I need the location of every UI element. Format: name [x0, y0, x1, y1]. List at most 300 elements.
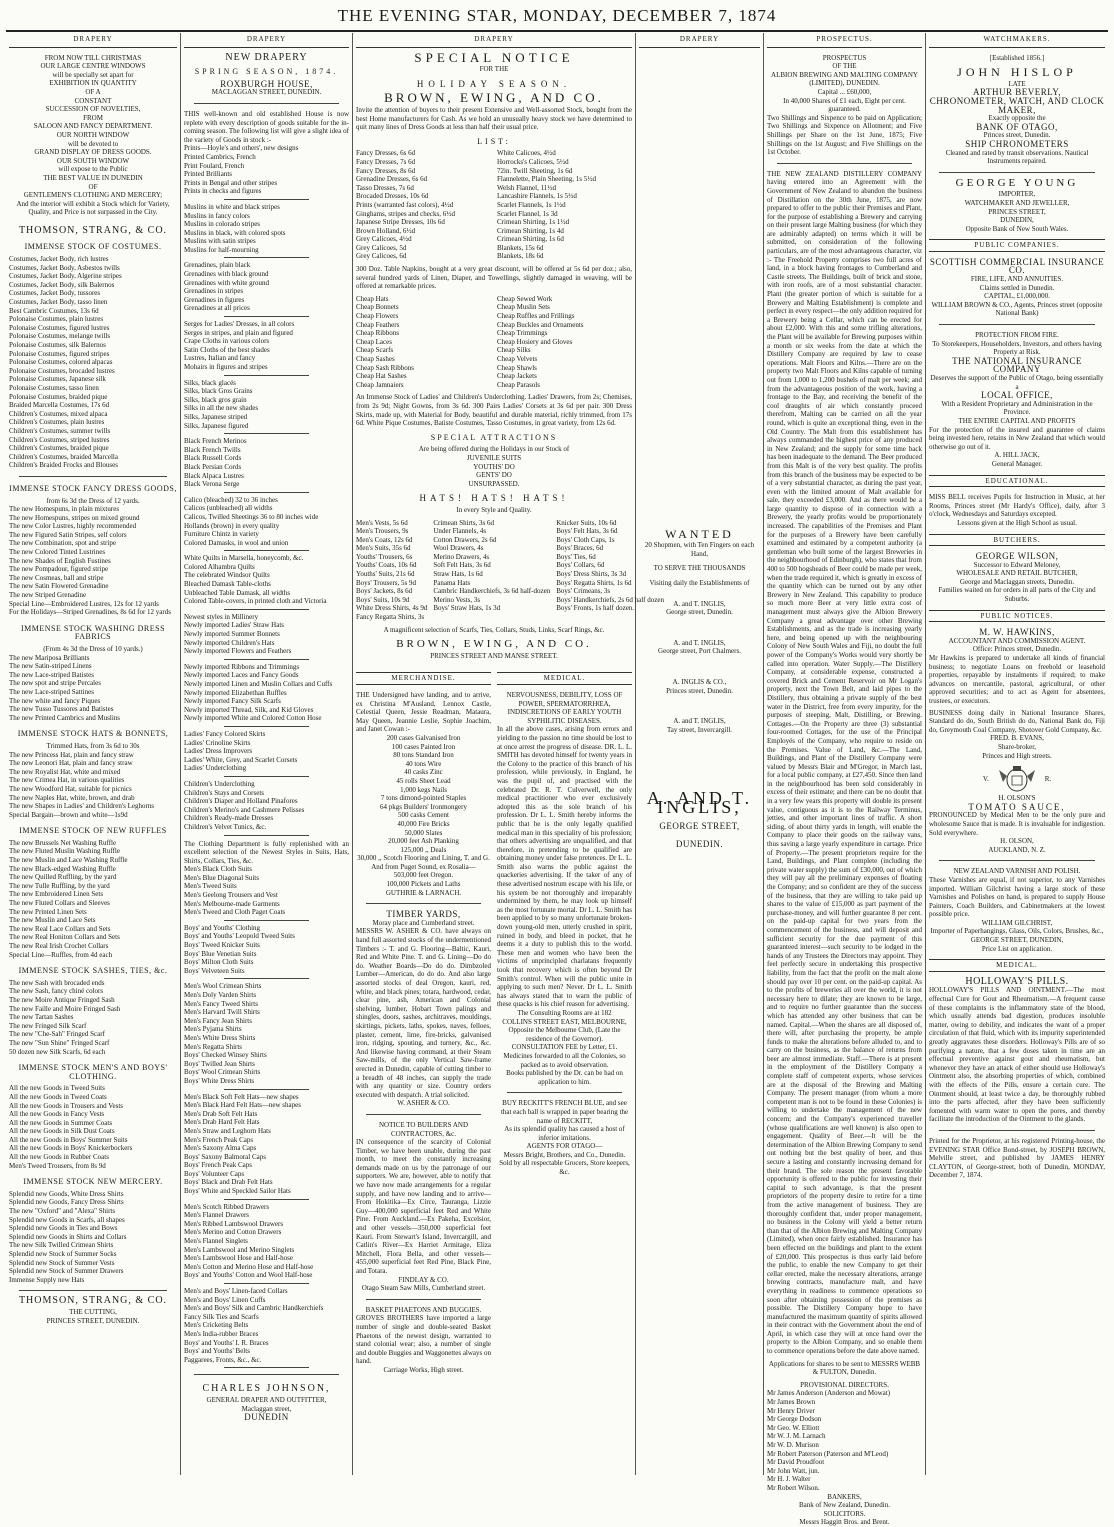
col3-heading2: HOLIDAY SEASON. [416, 78, 572, 89]
col6-beverly: ARTHUR BEVERLY, [973, 87, 1061, 98]
list-item: Horrocks's Calicoes, 5½d [497, 157, 569, 166]
col6-princes2: PRINCES STREET, [988, 207, 1046, 216]
list-item: Serges in stripes, and plain and figured [184, 328, 293, 337]
list-item: Men's Tweed Suits [184, 882, 237, 891]
list-item: The new Princess Hat, plain and fancy straw [9, 750, 134, 759]
list-item: The new Fluted Collars and Sleeves [9, 899, 110, 908]
col1-intro-line: OUR NORTH WINDOW [56, 130, 130, 139]
list-item: Newly imported Laces and Fancy Goods [184, 671, 299, 680]
list-item: Boys' Blue Venetian Suits [184, 949, 257, 958]
list-item: Furniture Chintz in variety [184, 530, 259, 539]
col6-holloway-para: HOLLOWAY'S PILLS AND OINTMENT.—The most effectual Cure for Gout and Rheumatism.—A frequent cause of these complaints is the inflammatory state of the blood, which usually attends bad digestion, produces insoluble matter, owing to debility, and indicates the want of a proper circulation of that fluid, which with its impurity superintended greatly aggravates these disorders. Holloway's Pills are of so purifying a nature, that a few doses taken in time are an effectual preventive against gout and rheumatism, but whenever they have an attack of either should use Holloway's Ointment also, the absorbing properties of which, combined with the effects of the Pills, ensure a certain cure. The Ointment should, at least twice a day, be thoroughly rubbed into the parts affected, after they have been sufficiently fomented with warm water to open the pores, and thereby facilitate the introduction of the Ointment to the glands. [929, 986, 1105, 1124]
col3-merch-firm: GUTHRIE & LARNACH. [385, 888, 462, 897]
col2-season: SPRING SEASON, 1874. [194, 67, 339, 77]
list-item: Polonaise Costumes, brocaded lustres [9, 366, 115, 375]
list-item: Splendid new Goods in Shirts and Collars [9, 1232, 127, 1241]
list-item: Men's Tweed Trousers, from 8s 9d [9, 1161, 106, 1170]
list-item: Boys' and Youths' Belts [184, 1347, 250, 1356]
col3-merch-para: THE Undersigned have landing, and to arrive, ex Christina M'Ausland, Lennox Castle, Celestial Queen, Jessie Readman, Mataura, May Queen, Jeannie Leslie, Sophie Joachim, and Janet Cowan :- [356, 691, 491, 734]
column-1-heading: DRAPERY [9, 33, 177, 48]
column-3-heading: DRAPERY [356, 33, 632, 48]
list-item: Mr H. J. Walter [767, 1475, 811, 1484]
divider [224, 257, 309, 258]
col4-addr4: Tay street, Invercargill. [666, 725, 733, 734]
column-2 [181, 33, 353, 1475]
masthead: THE EVENING STAR, MONDAY, DECEMBER 7, 1874 [337, 6, 777, 25]
col2-title: NEW DRAPERY [225, 51, 308, 63]
list-item: 30,000 ,, Scotch Flooring and Lining, T. and G. [357, 854, 490, 863]
list-item: Men's Saxony Alma Caps [184, 1144, 257, 1153]
list-item: Crimean Shirts, 3s 6d [433, 518, 495, 527]
col6-gilchrist: WILLIAM GILCHRIST, [981, 918, 1053, 927]
goods-group [184, 1287, 349, 1368]
list-item: Newly imported White and Colored Cotton Hose [184, 714, 322, 723]
list-item: Print Foulard, French [184, 161, 245, 170]
divider [224, 1367, 309, 1368]
col1-footer-addr: PRINCES STREET, DUNEDIN. [46, 1316, 140, 1325]
list-item: Mr Geo. W. Elliott [767, 1423, 820, 1432]
list-item: Boys' Velveteen Suits [184, 966, 245, 975]
list-item: Cheap Jackets [497, 372, 537, 381]
col3-lower [356, 666, 632, 1374]
list-item: Black Verona Serge [184, 480, 240, 489]
col4-addr2: George street, Port Chalmers. [658, 647, 741, 656]
list-item: Men's Wool Crimean Shirts [184, 982, 262, 991]
list-item: 1,000 kegs Nails [400, 785, 447, 794]
list-item: Best Cambric Costumes, 13s 6d [9, 306, 99, 315]
list-item: Boys' Trousers, 5s 9d [356, 578, 416, 587]
col3-builders-title: NOTICE TO BUILDERS AND CONTRACTORS, &c. [379, 1120, 468, 1138]
list-item: Black Alpaca Lustres [184, 471, 244, 480]
list-item: Men's Scotch Ribbed Drawers [184, 1202, 270, 1211]
list-item: Boys' White Dress Shirts [184, 1076, 255, 1085]
list-item: Boys' Braces, 6d [556, 544, 604, 553]
col2-footer-street: Maclaggan street, [241, 1404, 292, 1413]
col6-entire-para: For the protection of the insured and guarantee of claims being invested here, retains in New Zealand that which would otherwise go out of it. [929, 425, 1105, 451]
list-item: Grenadine Dresses, 6s 6d [356, 175, 428, 184]
col6-cleaned: Cleaned and rated by transit observations. Nautical Instruments repaired. [945, 148, 1089, 166]
divider [224, 375, 309, 376]
goods-group [184, 379, 349, 435]
list-item: Fancy Dresses, 8s 6d [356, 166, 416, 175]
col6-hawkins-trade: ACCOUNTANT AND COMMISSION AGENT. [948, 636, 1086, 645]
col5-directors [767, 1389, 922, 1492]
col3-attractions-lines [356, 454, 632, 488]
list-item: Men's Trousers, 9s [356, 527, 409, 536]
col1-intro-line: SALOON AND FANCY DEPARTMENT. [33, 122, 153, 131]
col6-wilson-sub: Successor to Edward Meloney, [973, 560, 1061, 569]
list-item: UNSURPASSED. [468, 479, 520, 488]
col4-firm1: A. and T. INGLIS, [673, 599, 726, 608]
list-item: Men's Fancy Tweed Shirts [184, 999, 258, 1008]
list-item: Mr Robert Wilson. [767, 1483, 820, 1492]
col1-footer-firm: THOMSON, STRANG, & CO. [18, 1295, 168, 1307]
list-item: Newly imported Elizabethan Ruffles [184, 688, 287, 697]
column-6 [926, 33, 1108, 1475]
col6-princes: Princes street, Dunedin. [983, 131, 1051, 140]
col6-exactly: Exactly opposite the [988, 114, 1046, 123]
list-item: Newly imported Fancy Silk Scarfs [184, 697, 281, 706]
list-item: Grey Calicoes, 6d [356, 252, 407, 261]
list-item: Black French Twills [184, 445, 241, 454]
list-item: Cheap Jamnaiers [356, 380, 404, 389]
col1-intro-line: OUR LARGE CENTRE WINDOWS [40, 62, 146, 71]
list-item: Men's Black Soft Felt Hats—new shapes [184, 1092, 299, 1101]
divider [939, 324, 1095, 325]
col1-intro-line: OUR SOUTH WINDOW [56, 156, 130, 165]
col1-sec4-list [9, 751, 177, 820]
list-item: 45 rolls Sheet Lead [396, 776, 451, 785]
list-item: Men's Regatta Shirts [184, 1042, 243, 1051]
col3-suits-b [433, 519, 550, 622]
list-item: Fancy Dresses, 7s 6d [356, 157, 416, 166]
col6-local: LOCAL OFFICE, [981, 390, 1053, 401]
col1-sec2-list [9, 505, 177, 617]
col6-evans: FRED. B. EVANS, [990, 734, 1044, 743]
goods-group [184, 780, 349, 836]
list-item: Hollands (brown) in every quality [184, 521, 280, 530]
col2-house: ROXBURGH HOUSE, [220, 78, 313, 89]
list-item: JUVENILE SUITS [466, 453, 522, 462]
list-item: Printed Brilliants [184, 170, 233, 179]
col3-attractions-title: SPECIAL ATTRACTIONS [430, 432, 558, 442]
list-item: Men's Melbourne-made Garments [184, 899, 280, 908]
list-item: Boys' Crimeans, 3s [556, 587, 611, 596]
list-item: Men's Flannel Singlets [184, 1237, 248, 1246]
list-item: Japanese Stripe Dresses, 10s 6d [356, 218, 445, 227]
list-item: Prints in Bengal and other stripes [184, 178, 278, 187]
goods-group [184, 203, 349, 259]
col5-solicitors-title: SOLICITORS. [823, 1509, 866, 1518]
list-item: Costumes, Jacket Body, Asbestos twills [9, 263, 120, 272]
list-item: Muslins in white and black stripes [184, 202, 280, 211]
col3-builders-para: IN consequence of the scarcity of Colonial Timber, we have been unable, during the past month, to meet the constantly increasing demands made on us by the patronage of our supporters. We are, however, able to notify that we have now made arrangements for a regular supply, and have now landing and to arrive— From Hokitika—Ex Circe, Tauranga, Lizzie Guy—400,000 superficial feet Red and White Pine. From Auckland.—Ex Pakeha, Excelsior, and other vessels—350,000 superficial feet Kauri. From Stewart's Island, Invercargill, and Catlin's River—Ex Harriet Armitage, Eliza Mitchell, Flora Bella, and other vessels—455,000 superficial feet Red Pine, Black Pine, and Totara. [356, 1138, 491, 1275]
goods-group [184, 1203, 349, 1284]
list-item: The new Moire Antique Fringed Sash [9, 995, 115, 1004]
list-item: 80 tons Standard Iron [393, 751, 454, 760]
list-item: The new Muslin and Lace Washing Ruffle [9, 856, 128, 865]
list-item: Polonaise Costumes, Japanese silk [9, 375, 106, 384]
col1-intro-line: And the interior will exhibit a Stock which for Variety, Quality, and Price is not surpassed in the City. [16, 199, 170, 217]
list-item: Cheap Hosiery and Gloves [497, 337, 573, 346]
goods-group [184, 613, 349, 660]
list-item: The new Muslin and Lace Sets [9, 916, 96, 925]
list-item: 125,000 ,, Deals [400, 845, 447, 854]
list-item: Cheap Muslin Sets [497, 303, 550, 312]
list-item: Grey Calicoes, 5d [356, 243, 407, 252]
col4-firm4: A. and T. INGLIS, [673, 717, 726, 726]
col1-sec2-sub: from 6s 3d the Dress of 12 yards. [46, 496, 140, 505]
list-item: Men's Vests, 5s 6d [356, 518, 408, 527]
list-item: Splendid new Stock of Summer Socks [9, 1250, 117, 1258]
col1-intro-line: CONSTANT [74, 96, 112, 105]
list-item: The new Leonori Hat, plain and fancy straw [9, 759, 133, 768]
col2-footer-city: DUNEDIN [244, 1412, 289, 1423]
list-item: Grenadines, plain black [184, 261, 251, 270]
col1-intro-line: THE BEST VALUE IN DUNEDIN [43, 173, 143, 182]
col6-hawkins-para: Mr Hawkins is prepared to undertake all kinds of financial business; to negotiate Loans on freehold or leasehold properties, repayable by instalments if required; to make advances on mercantile, pastoral, agricultural, or other approved securities; and to act as Agent for absentees, trustees, or executors. [929, 654, 1105, 705]
list-item: Boys' Wool Crimean Shirts [184, 1068, 261, 1077]
list-item: The new Striped Grenadine [9, 591, 87, 600]
list-item: 200 cases Galvanised Iron [386, 733, 461, 742]
list-item: Crimean Shirting, 1s 6d [497, 235, 564, 244]
list-item: The new Satin Flowered Grenadine [9, 582, 109, 591]
col6-bank: BANK OF OTAGO, [976, 121, 1058, 132]
list-item: Silks, Japanese figured [184, 421, 249, 430]
col4-firm2: A. and T. INGLIS, [673, 638, 726, 647]
list-item: Straw Hats, 1s 6d [433, 570, 483, 579]
list-item: Men's Black Hard Felt Hats—new shapes [184, 1101, 301, 1110]
col5-title: PROSPECTUS [822, 53, 867, 62]
divider [224, 316, 309, 317]
list-item: Cheap Hats [356, 294, 389, 303]
list-item: The new Printed Cambrics and Muslins [9, 713, 121, 722]
col4-big-firm: A. AND T. INGLIS, [646, 788, 753, 817]
col6-opp-nsw: Opposite Bank of New South Wales. [965, 224, 1069, 233]
list-item: Calicos (unbleached) all widths [184, 504, 273, 513]
list-item: Men's Cotton and Merino Hose and Half-hose [184, 1262, 314, 1271]
list-item: Silks, black glacés [184, 378, 236, 387]
list-item: Youths' Trousers, 6s [356, 552, 413, 561]
column-6-heading: WATCHMAKERS. [929, 33, 1105, 48]
col5-apply: Applications for shares to be sent to MESSRS WEBB & FULTON, Dunedin. [768, 1359, 921, 1377]
list-item: Black French Merinos [184, 437, 247, 446]
list-item: Costumes, Jacket Body, tussores [9, 289, 101, 298]
col6-fire-life: FIRE, LIFE, AND ANNUITIES. [970, 275, 1064, 284]
col6-gilchrist-addr: GEORGE STREET, DUNEDIN, [970, 936, 1064, 945]
list-item: Mr Robert Paterson (Paterson and M'Leod) [767, 1449, 889, 1458]
list-item: The new Shades of English Fustines [9, 556, 111, 565]
list-item: Braided Marcella Costumes, 17s 6d [9, 401, 110, 410]
list-item: Mr W. J. M. Larnach [767, 1432, 826, 1441]
list-item: Muslins in black, with colored spots [184, 228, 286, 237]
col6-chrono: CHRONOMETER, WATCH, AND CLOCK MAKER, [929, 95, 1105, 115]
list-item: Men's White Dress Shirts [184, 1033, 256, 1042]
col3-reckitt-names: Messrs Bright, Brothers, and Co., Dunedin. [503, 1150, 626, 1159]
col2-footer-name: CHARLES JOHNSON, [202, 1383, 331, 1395]
col3-attractions-sub: Are being offered during the Holidays in our Stock of [418, 445, 570, 454]
col1-intro-line: OF [88, 182, 98, 191]
list-item: Men's India-rubber Braces [184, 1329, 259, 1338]
list-item: The new Combination, spot and stripe [9, 539, 116, 548]
col1-sec3-sub: (From 4s 3d the Dress of 10 yards.) [43, 645, 143, 653]
col3-merch-head: MERCHANDISE. [356, 672, 491, 685]
list-item: Boys' Cloth Caps, 1s [556, 535, 615, 544]
list-item: The new Homespuns, in plain mixtures [9, 505, 120, 514]
list-item: Boys' Collars, 6d [556, 561, 605, 570]
list-item: Boys' Jackets, 8s 6d [356, 587, 413, 596]
column-1 [6, 33, 181, 1475]
list-item: Children's Costumes, braided Marcella [9, 452, 118, 461]
divider [366, 1114, 481, 1115]
list-item: Polonaise Costumes, silk Balernos [9, 341, 106, 349]
list-item: Men's Fancy Jean Shirts [184, 1016, 252, 1025]
list-item: Mr James Brown [767, 1398, 816, 1407]
list-item: Grey Calicoes, 4½d [356, 235, 412, 244]
col6-watchmaker: WATCHMAKER AND JEWELLER, [964, 198, 1070, 207]
list-item: Soft Felt Hats, 3s 6d [433, 561, 491, 570]
col6-evans-addr: Princes and High streets. [982, 751, 1052, 760]
list-item: The new Brussels Net Washing Ruffle [9, 838, 117, 847]
list-item: Men's Black Cloth Suits [184, 865, 252, 874]
col3-para3: An Immense Stock of Ladies' and Children's Underclothing. Ladies' Drawers, from 2s; Chemises, from 2s 9d; Night Gowns, from 3s 6d. 300 Pairs Ladies' Corsets at 3s 6d per pair. 300 Dress Skirts, made up, with Material for Body, beautiful and durable material, richly trimmed, from 17s 6d. White Pique Costumes, Batiste Costumes, Tasso Costumes, in great variety, from 12s 6d. [356, 393, 632, 428]
list-item: 40 casks Zinc [404, 768, 443, 777]
col6-varnish: NEW ZEALAND VARNISH AND POLISH. [953, 867, 1081, 876]
col4-wanted-title: WANTED [665, 526, 734, 541]
list-item: GENTS' DO [476, 471, 512, 480]
list-item: Merino Drawers, 4s [433, 552, 490, 561]
list-item: All the new Goods in Tweed Suits [9, 1084, 105, 1093]
list-item: Mr James Anderson (Anderson and Mowat) [767, 1389, 891, 1398]
list-item: Costumes, Jacket Body, Algerine stripes [9, 272, 122, 281]
list-item: 40,000 Fire Bricks [397, 819, 450, 828]
list-item: Children's Velvet Tunics, &c. [184, 822, 267, 831]
col5-of-the: OF THE [832, 62, 857, 71]
col6-importer: IMPORTER, [998, 190, 1036, 199]
list-item: Children's Costumes, striped lustres [9, 435, 110, 444]
divider [224, 659, 309, 660]
list-item: Wool Drawers, 4s [433, 544, 484, 553]
divider [939, 172, 1095, 173]
list-item: Silks in all the new shades [184, 404, 259, 413]
list-item: Children's Costumes, summer twills [9, 426, 111, 435]
col1-sec3-list [9, 654, 177, 723]
list-item: Blankets, 18s 6d [497, 252, 544, 261]
col4-wanted-para: 20 Shopmen, with Ten Fingers on each Hand, [644, 541, 755, 558]
list-item: Men's Tweed and Cloth Paget Coats [184, 908, 286, 917]
list-item: Cheap Sewed Work [497, 294, 553, 303]
col6-hawkins: M. W. HAWKINS, [979, 627, 1055, 638]
list-item: The new "Che-Sah" Fringed Scarf [9, 1030, 105, 1039]
col6-agents: WILLIAM BROWN & CO., Agents, Princes street (opposite National Bank) [931, 300, 1103, 318]
col6-hislop: JOHN HISLOP [957, 65, 1077, 80]
col3-list [356, 149, 632, 261]
list-item: The new "Sun Shine" Fringed Scarf [9, 1038, 110, 1047]
col6-gilchrist-trade: Importer of Paperhangings, Glass, Oils, Colors, Brushes, &c., [930, 927, 1104, 936]
list-item: Cotton Drawers, 2s 6d [433, 535, 497, 544]
list-item: 40 tons Wire [405, 759, 442, 768]
list-item: YOUTHS' DO [473, 462, 515, 471]
col6-hawkins-office: Office: Princes street, Dunedin. [972, 645, 1062, 654]
col6-printed: Printed for the Proprietor, at his registered Printing-house, the EVENING STAR Office Bond-street, by JOSEPH BROWN, Melville street, and published by JAMES HENRY CLAYTON, of George-street, both of Dunedin, MONDAY, December 7, 1874. [929, 1136, 1105, 1180]
list-item: Youths' Suits, 21s 6d [356, 570, 415, 579]
list-item: Mohairs in figures and stripes [184, 363, 268, 371]
list-item: Men's Straw and Leghorn Hats [184, 1126, 271, 1135]
list-item: 20,000 feet Ash Planking [388, 837, 459, 846]
col6-protection: PROTECTION FROM FIRE. [975, 331, 1059, 340]
list-item: Cheap Shawls [497, 363, 537, 372]
col1-sec1-title: IMMENSE STOCK OF COSTUMES. [24, 242, 162, 252]
col6-auckland: AUCKLAND, N. Z. [988, 845, 1046, 854]
list-item: Boys' Ties, 6d [556, 552, 596, 561]
list-item: Crape Cloths in various colors [184, 337, 270, 346]
list-item: Scarlet Flannel, 1s 3d [497, 209, 558, 218]
list-item: Men's and Boys' Silk and Cambric Handkerchiefs [184, 1304, 324, 1313]
list-item: The new Lace-striped Sattines [9, 687, 94, 696]
col1-intro-line: OF A [85, 87, 101, 96]
col1-intro-line: will expose to the Public [58, 165, 128, 174]
col6-pronounced: PRONOUNCED by Medical Men to be the only pure and wholesome Sauce that is made. It is invaluable for indigestion. Sold everywhere. [929, 811, 1105, 837]
col3-builders-firm: FINDLAY & CO. [398, 1275, 449, 1284]
col6-pub-co: PUBLIC COMPANIES. [929, 239, 1105, 252]
list-item: Grenadines in stripes [184, 287, 244, 296]
list-item: Cheap Scarfs [356, 346, 394, 355]
list-item: Immense Supply new Hats [9, 1275, 85, 1284]
col3-list-title: LIST: [477, 136, 511, 146]
goods-group [184, 663, 349, 727]
col6-pub-not: PUBLIC NOTICES. [929, 610, 1105, 623]
list-item: Ginghams, stripes and checks, 6½d [356, 209, 455, 218]
list-item: Panama Hats [433, 578, 471, 587]
list-item: Muslins in colorado stripes [184, 220, 261, 229]
list-item: All the new Goods in Fancy Vests [9, 1110, 105, 1119]
list-item: Mr David Proudfoot [767, 1458, 825, 1467]
list-item: Boys' Saxony Balmoral Caps [184, 1152, 266, 1161]
col6-wilson-fam: Families waited on for orders in all parts of the City and Suburbs. [938, 586, 1096, 604]
goods-group [184, 865, 349, 921]
list-item: Children's Costumes, mixed alpaca [9, 409, 108, 418]
divider [507, 1092, 622, 1093]
col3-timber-firm: W. ASHER & CO. [397, 1099, 450, 1108]
list-item: The new Real Irish Crochet Collars [9, 942, 109, 950]
col6-price-list: Price List on application. [981, 944, 1053, 953]
list-item: The new Real Lace Collars and Sets [9, 924, 111, 933]
list-item: Polonaise Costumes, colored alpacas [9, 358, 113, 367]
list-item: Men's Harvard Twill Shirts [184, 1008, 260, 1017]
col3-timber-para: MESSRS W. ASHER & CO. have always on hand full assorted stocks of the undermentioned Timbers :- T. and G. Flooring—Baltic, Kauri, Red and White Pine. T. and G. Lining—Do do do. Weather Boards—Do do do. Dimbzoled Lumber—American, do do do. And also large assorted stocks of deal Oregon, kauri, red, white, and black pines; totara, hardwood, cedar, clear pine, ash, American and Colonial shelving, lumber, Hobart Town palings and shingles, doors, sashes, architraves, mouldings, skirtings, pickets, laths, spokes, naves, felloes, plaster, cement, lime, fire-bricks, galvanised iron, ridging, spouting, and turnery, &c., &c. And likewise having command, at their Steam Saw-mills, of the only Vertical Saw-frame erected in Dunedin, capable of cutting timber to a breadth of 48 inches, can supply the trade with any quantity or size. Country orders executed with despatch. A trial solicited. [356, 927, 491, 1099]
list-item: Men's Geelong Trousers and Vest [184, 891, 278, 900]
divider [224, 835, 309, 836]
col3-firm: BROWN, EWING, AND CO. [384, 90, 604, 106]
goods-group [184, 261, 349, 317]
col1-sec6-title: IMMENSE STOCK SASHES, TIES, &c. [18, 966, 168, 976]
list-item: Silks, black gros grain [184, 395, 247, 404]
list-item: Boys' Tweed Knicker Suits [184, 941, 260, 950]
list-item: 72in. Twill Sheeting, 1s 6d [497, 166, 573, 175]
col3-footer-firm: BROWN, EWING, AND CO. [396, 638, 592, 651]
col6-bell: MISS BELL receives Pupils for Instruction in Music, at her Rooms, Princes street (Mr Hardy's Office), daily, after 3 o'clock, Wednesdays and Saturdays excepted. [929, 493, 1105, 519]
list-item: Men's Drab Soft Felt Hats [184, 1109, 258, 1118]
list-item: Cheap Velvets [497, 355, 538, 363]
col5-bankers-title: BANKERS, [827, 1492, 862, 1501]
col1-intro-line: SUCCESSION OF NOVELTIES, [45, 105, 141, 114]
list-item: Prints—Hoyle's and others', new designs [184, 144, 299, 153]
list-item: Cheap Silks [497, 346, 531, 355]
list-item: 100 cases Painted Iron [391, 742, 456, 751]
col3-med-consult: The Consulting Rooms are at 182 [517, 1008, 612, 1017]
col1-sec4-title: IMMENSE STOCK HATS & BONNETS, [17, 729, 169, 739]
col6-claims: Claims settled in Dunedin. [979, 283, 1055, 292]
col2-footer-sub: GENERAL DRAPER AND OUTFITTER, [206, 1395, 327, 1404]
col6-butchers: BUTCHERS. [929, 534, 1105, 547]
list-item: Cheap Flowers [356, 312, 399, 321]
list-item: Brown Holland, 6½d [356, 226, 416, 235]
list-item: 7 tons dimond-pointed Staples [380, 794, 467, 803]
col3-cheap-right [497, 295, 632, 390]
col6-business: BUSINESS doing daily in National Insurance Shares, Standard do do, South British do do, National Bank do, Fiji do, Greymouth Coal Company, Shotover Gold Company, &c. [929, 708, 1105, 734]
list-item: Children's Stays and Corsets [184, 788, 265, 797]
list-item: Boys' Dress Shirts, 3s 3d [556, 570, 627, 579]
divider [224, 776, 309, 777]
divider [224, 978, 309, 979]
list-item: Boys' Handkerchiefs, 2s 6d half dozen [556, 595, 664, 604]
list-item: Polonaise Costumes, braided pique [9, 392, 108, 401]
col6-tomato: TOMATO SAUCE, [968, 801, 1066, 812]
col6-national: THE NATIONAL INSURANCE COMPANY [952, 355, 1082, 375]
list-item: Children's Costumes, braided pique [9, 444, 109, 453]
col1-intro-line: GRAND DISPLAY OF DRESS GOODS. [34, 148, 152, 157]
list-item: The new Tartan Sashes [9, 1013, 74, 1022]
